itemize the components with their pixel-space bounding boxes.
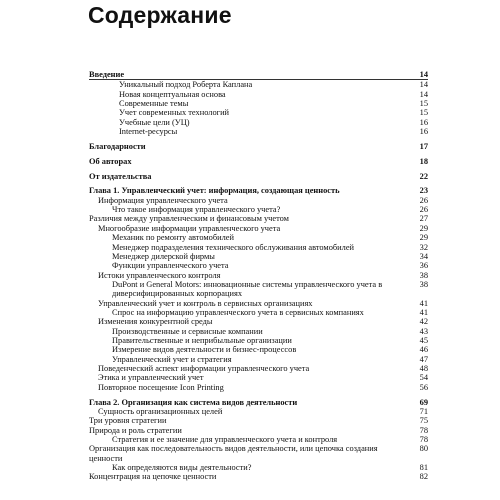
toc-entry-page: 69 (419, 397, 428, 407)
toc-entry-title: Современные темы (119, 99, 189, 109)
toc-entry-title: Стратегия и ее значение для управленческого учета и контроля (112, 434, 338, 444)
toc-entry[interactable] (89, 444, 428, 463)
toc-entry[interactable] (89, 407, 428, 416)
toc-entry[interactable] (89, 398, 428, 407)
toc-entry-page: 56 (419, 382, 428, 392)
toc-entry-page: 26 (419, 205, 428, 215)
toc-entry-page: 36 (419, 261, 428, 271)
toc-entry-title: Различия между управленческим и финансовым учетом (89, 214, 289, 224)
toc-entry-page: 41 (419, 307, 428, 317)
toc-entry[interactable] (89, 108, 428, 117)
toc-entry-title: Уникальный подход Роберта Каплана (119, 80, 253, 90)
toc-entry-page: 29 (419, 223, 428, 233)
toc-entry-page: 81 (419, 462, 428, 472)
toc-entry[interactable] (89, 271, 428, 280)
toc-entry-title: От издательства (89, 171, 152, 181)
toc-entry-title: Что такое информация управленческого учета? (112, 205, 281, 215)
toc-entry-page: 15 (419, 108, 428, 118)
toc-entry-page: 45 (419, 335, 428, 345)
toc-entry-title: Управленческий учет и контроль в сервисных организациях (98, 298, 313, 308)
toc-entry-title: Концентрация на цепочке ценности (89, 472, 217, 482)
toc-entry-title: Поведенческий аспект информации управленческого учета (98, 363, 310, 373)
toc-entry-title: Учебные цели (УЦ) (119, 117, 190, 127)
toc-entry[interactable] (89, 355, 428, 364)
toc-entry-title: Управленческий учет и стратегия (112, 354, 232, 364)
toc-entry[interactable] (89, 317, 428, 326)
toc-entry-page: 78 (419, 434, 428, 444)
toc-entry-page: 15 (419, 99, 428, 109)
toc-entry-title: Учет современных технологий (119, 108, 230, 118)
toc-entry[interactable] (89, 426, 428, 435)
toc-entry-title: Спрос на информацию управленческого учета в сервисных компаниях (112, 307, 364, 317)
toc-entry-page: 47 (419, 354, 428, 364)
toc-entry[interactable] (89, 99, 428, 108)
toc-entry-page: 43 (419, 326, 428, 336)
toc-entry-page: 75 (419, 416, 428, 426)
toc-entry[interactable] (89, 233, 428, 242)
toc-entry-title: Сущность организационных целей (98, 406, 223, 416)
toc-entry-page: 46 (419, 345, 428, 355)
toc-entry-title: Как определяются виды деятельности? (112, 462, 252, 472)
toc-entry[interactable] (89, 70, 428, 80)
toc-entry-title: Многообразие информации управленческого учета (98, 223, 281, 233)
toc-entry[interactable] (89, 308, 428, 317)
toc-entry[interactable] (89, 80, 428, 89)
toc-entry-page: 16 (419, 117, 428, 127)
toc-entry[interactable] (89, 172, 428, 181)
toc-entry[interactable] (89, 252, 428, 261)
toc-entry-page: 22 (419, 171, 428, 181)
toc-entry-page: 18 (419, 156, 428, 166)
toc-entry-page: 38 (419, 279, 428, 289)
toc-entry-page: 32 (419, 242, 428, 252)
toc-entry-page: 34 (419, 251, 428, 261)
toc-entry-title: Этика и управленческий учет (98, 373, 204, 383)
toc-entry-title: Об авторах (89, 156, 132, 166)
toc-entry-page: 78 (419, 425, 428, 435)
toc-entry-title: Измерение видов деятельности и бизнес-процессов (112, 345, 297, 355)
toc-entry-page: 14 (419, 80, 428, 90)
toc-entry[interactable] (89, 261, 428, 270)
toc-entry[interactable] (89, 373, 428, 382)
toc-entry[interactable] (89, 336, 428, 345)
toc-entry-page: 23 (419, 186, 428, 196)
toc-entry[interactable] (89, 127, 428, 136)
toc-entry-title: Природа и роль стратегии (89, 425, 182, 435)
toc-entry[interactable] (89, 205, 428, 214)
toc-entry-title: Повторное посещение Icon Printing (98, 382, 224, 392)
toc-entry-title: Благодарности (89, 141, 146, 151)
toc-entry-page: 71 (419, 406, 428, 416)
toc-entry[interactable] (89, 435, 428, 444)
toc-entry-page: 14 (419, 89, 428, 99)
toc-entry[interactable] (89, 364, 428, 373)
toc-entry-title: Производственные и сервисные компании (112, 326, 263, 336)
toc-entry[interactable] (89, 118, 428, 127)
toc-entry-page: 26 (419, 195, 428, 205)
toc-entry-title: Менеджер дилерской фирмы (112, 251, 215, 261)
toc-entry-title: Информация управленческого учета (98, 195, 228, 205)
toc-entry-page: 16 (419, 127, 428, 137)
toc-entry[interactable] (89, 280, 428, 299)
toc-entry[interactable] (89, 299, 428, 308)
toc-entry[interactable] (89, 472, 428, 481)
toc-entry[interactable] (89, 157, 428, 166)
toc-entry[interactable] (89, 90, 428, 99)
toc-entry-page: 80 (419, 444, 428, 454)
toc-entry[interactable] (89, 416, 428, 425)
toc-entry-title: Изменения конкурентной среды (98, 317, 213, 327)
toc-entry-title: Организация как последовательность видов деятельности, или цепочка создания ценности (89, 444, 378, 463)
toc-entry[interactable] (89, 327, 428, 336)
toc-entry[interactable] (89, 214, 428, 223)
toc-entry-title: Функции управленческого учета (112, 261, 229, 271)
toc-entry-page: 14 (419, 70, 428, 79)
toc-entry-page: 48 (419, 363, 428, 373)
toc-entry-page: 54 (419, 373, 428, 383)
toc-entry-title: Механик по ремонту автомобилей (112, 233, 234, 243)
toc-entry-title: Internet-ресурсы (119, 127, 178, 137)
toc-entry-title: DuPont и General Motors: инновационные системы управленческого учета в диверсифицированных корпорациях (112, 279, 383, 299)
toc-entry-title: Глава 1. Управленческий учет: информация, создающая ценность (89, 186, 340, 196)
toc-entry-title: Глава 2. Организация как система видов деятельности (89, 397, 298, 407)
table-of-contents (89, 70, 428, 482)
toc-entry[interactable] (89, 186, 428, 195)
toc-entry-title: Новая концептуальная основа (119, 89, 226, 99)
toc-entry-page: 27 (419, 214, 428, 224)
toc-entry-page: 38 (419, 270, 428, 280)
toc-entry[interactable] (89, 345, 428, 354)
toc-entry[interactable] (89, 142, 428, 151)
toc-entry-title: Введение (89, 70, 125, 79)
toc-entry-title: Истоки управленческого контроля (98, 270, 221, 280)
toc-entry[interactable] (89, 243, 428, 252)
toc-entry[interactable] (89, 463, 428, 472)
toc-entry-page: 82 (419, 472, 428, 482)
toc-entry[interactable] (89, 383, 428, 392)
page-title: Содержание (88, 2, 232, 28)
toc-entry[interactable] (89, 196, 428, 205)
toc-entry-title: Правительственные и неприбыльные организации (112, 335, 292, 345)
toc-entry-title: Три уровня стратегии (89, 416, 167, 426)
toc-entry-title: Менеджер подразделения технического обслуживания автомобилей (112, 242, 355, 252)
toc-entry-page: 29 (419, 233, 428, 243)
toc-entry-page: 42 (419, 317, 428, 327)
toc-entry-page: 41 (419, 298, 428, 308)
toc-entry[interactable] (89, 224, 428, 233)
toc-entry-page: 17 (419, 141, 428, 151)
